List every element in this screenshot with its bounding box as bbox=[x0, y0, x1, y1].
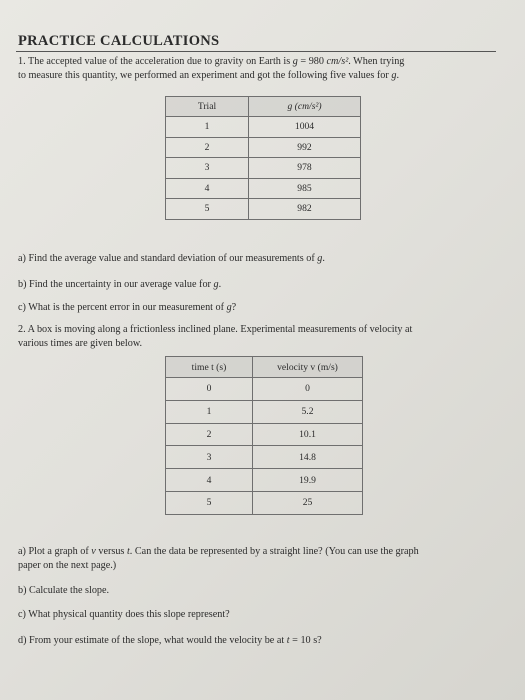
time-cell: 5 bbox=[166, 491, 253, 514]
q1-intro-line2 bbox=[18, 69, 399, 83]
g-cell: 992 bbox=[249, 137, 361, 158]
q1c-end: ? bbox=[231, 302, 237, 313]
table-row bbox=[166, 400, 363, 423]
header-time: time t (s) bbox=[166, 357, 253, 378]
g-cell: 985 bbox=[249, 178, 361, 199]
q2-part-a-line2: paper on the next page.) bbox=[18, 560, 117, 571]
q1a-end: . bbox=[322, 253, 325, 264]
velocity-table bbox=[165, 356, 363, 515]
header-velocity: velocity v (m/s) bbox=[253, 357, 363, 378]
q2a-text: a) Plot a graph of bbox=[18, 546, 92, 557]
q2a-post: . Can the data be represented by a straight line? (You can use the graph bbox=[129, 546, 419, 557]
g-cell: 982 bbox=[249, 199, 361, 220]
q2d-t: t bbox=[286, 635, 290, 646]
table-row bbox=[166, 178, 361, 199]
table-row bbox=[166, 158, 361, 179]
q1-intro-line1 bbox=[18, 55, 404, 69]
table-row bbox=[166, 446, 363, 469]
q1c-text: c) What is the percent error in our measurement of bbox=[18, 302, 227, 313]
page-title: PRACTICE CALCULATIONS bbox=[18, 33, 220, 49]
q1c-var: g bbox=[226, 302, 232, 313]
q1-text: 1. The accepted value of the acceleration due to gravity on Earth is bbox=[18, 56, 293, 67]
q1-equals: = 980 bbox=[297, 56, 327, 67]
trial-cell: 1 bbox=[166, 117, 249, 138]
velocity-cell: 19.9 bbox=[253, 469, 363, 492]
velocity-cell: 5.2 bbox=[253, 400, 363, 423]
g-symbol-2: g bbox=[391, 70, 397, 81]
time-cell: 0 bbox=[166, 378, 253, 401]
velocity-cell: 10.1 bbox=[253, 423, 363, 446]
q2a-v: v bbox=[91, 546, 96, 557]
time-cell: 2 bbox=[166, 423, 253, 446]
table-row bbox=[166, 378, 363, 401]
q2-part-a bbox=[18, 545, 419, 559]
table-row bbox=[166, 423, 363, 446]
q2a-mid: versus bbox=[95, 546, 127, 557]
table-header-row bbox=[166, 97, 361, 117]
table-row bbox=[166, 491, 363, 514]
q1-part-a bbox=[18, 252, 325, 266]
table-row bbox=[166, 469, 363, 492]
table-row bbox=[166, 137, 361, 158]
q2-intro-line1: 2. A box is moving along a frictionless inclined plane. Experimental measurements of velocity at bbox=[18, 324, 413, 335]
q1a-text: a) Find the average value and standard deviation of our measurements of bbox=[18, 253, 318, 264]
q2-part-c: c) What physical quantity does this slope represent? bbox=[18, 609, 230, 620]
time-cell: 4 bbox=[166, 469, 253, 492]
q2d-post: = 10 s? bbox=[289, 635, 322, 646]
q2-part-b: b) Calculate the slope. bbox=[18, 585, 110, 596]
table-header-row bbox=[166, 357, 363, 378]
q1b-text: b) Find the uncertainty in our average value for bbox=[18, 279, 214, 290]
q2-part-d bbox=[18, 634, 322, 648]
velocity-cell: 25 bbox=[253, 491, 363, 514]
velocity-cell: 14.8 bbox=[253, 446, 363, 469]
g-cell: 1004 bbox=[249, 117, 361, 138]
gravity-table bbox=[165, 96, 361, 220]
time-cell: 1 bbox=[166, 400, 253, 423]
time-cell: 3 bbox=[166, 446, 253, 469]
q1a-var: g bbox=[317, 253, 323, 264]
table-row bbox=[166, 199, 361, 220]
q2a-t: t bbox=[126, 546, 130, 557]
table-row bbox=[166, 117, 361, 138]
q1-part-b bbox=[18, 278, 221, 292]
q2-intro-line2: various times are given below. bbox=[18, 338, 143, 349]
title-underline bbox=[16, 51, 496, 52]
q2d-text: d) From your estimate of the slope, what would the velocity be at bbox=[18, 635, 287, 646]
q1-period: . bbox=[396, 70, 399, 81]
g-unit: cm/s² bbox=[326, 56, 349, 67]
q1-part-c bbox=[18, 301, 236, 315]
trial-cell: 2 bbox=[166, 137, 249, 158]
g-symbol: g bbox=[292, 56, 298, 67]
trial-cell: 3 bbox=[166, 158, 249, 179]
q1-text-end: . When trying bbox=[348, 56, 405, 67]
q1b-var: g bbox=[213, 279, 219, 290]
trial-cell: 4 bbox=[166, 178, 249, 199]
header-trial: Trial bbox=[166, 97, 249, 117]
trial-cell: 5 bbox=[166, 199, 249, 220]
q1b-end: . bbox=[218, 279, 222, 290]
velocity-cell: 0 bbox=[253, 378, 363, 401]
g-cell: 978 bbox=[249, 158, 361, 179]
q1-text-2: to measure this quantity, we performed an experiment and got the following five values for bbox=[18, 70, 392, 81]
header-g: g (cm/s²) bbox=[249, 97, 361, 117]
